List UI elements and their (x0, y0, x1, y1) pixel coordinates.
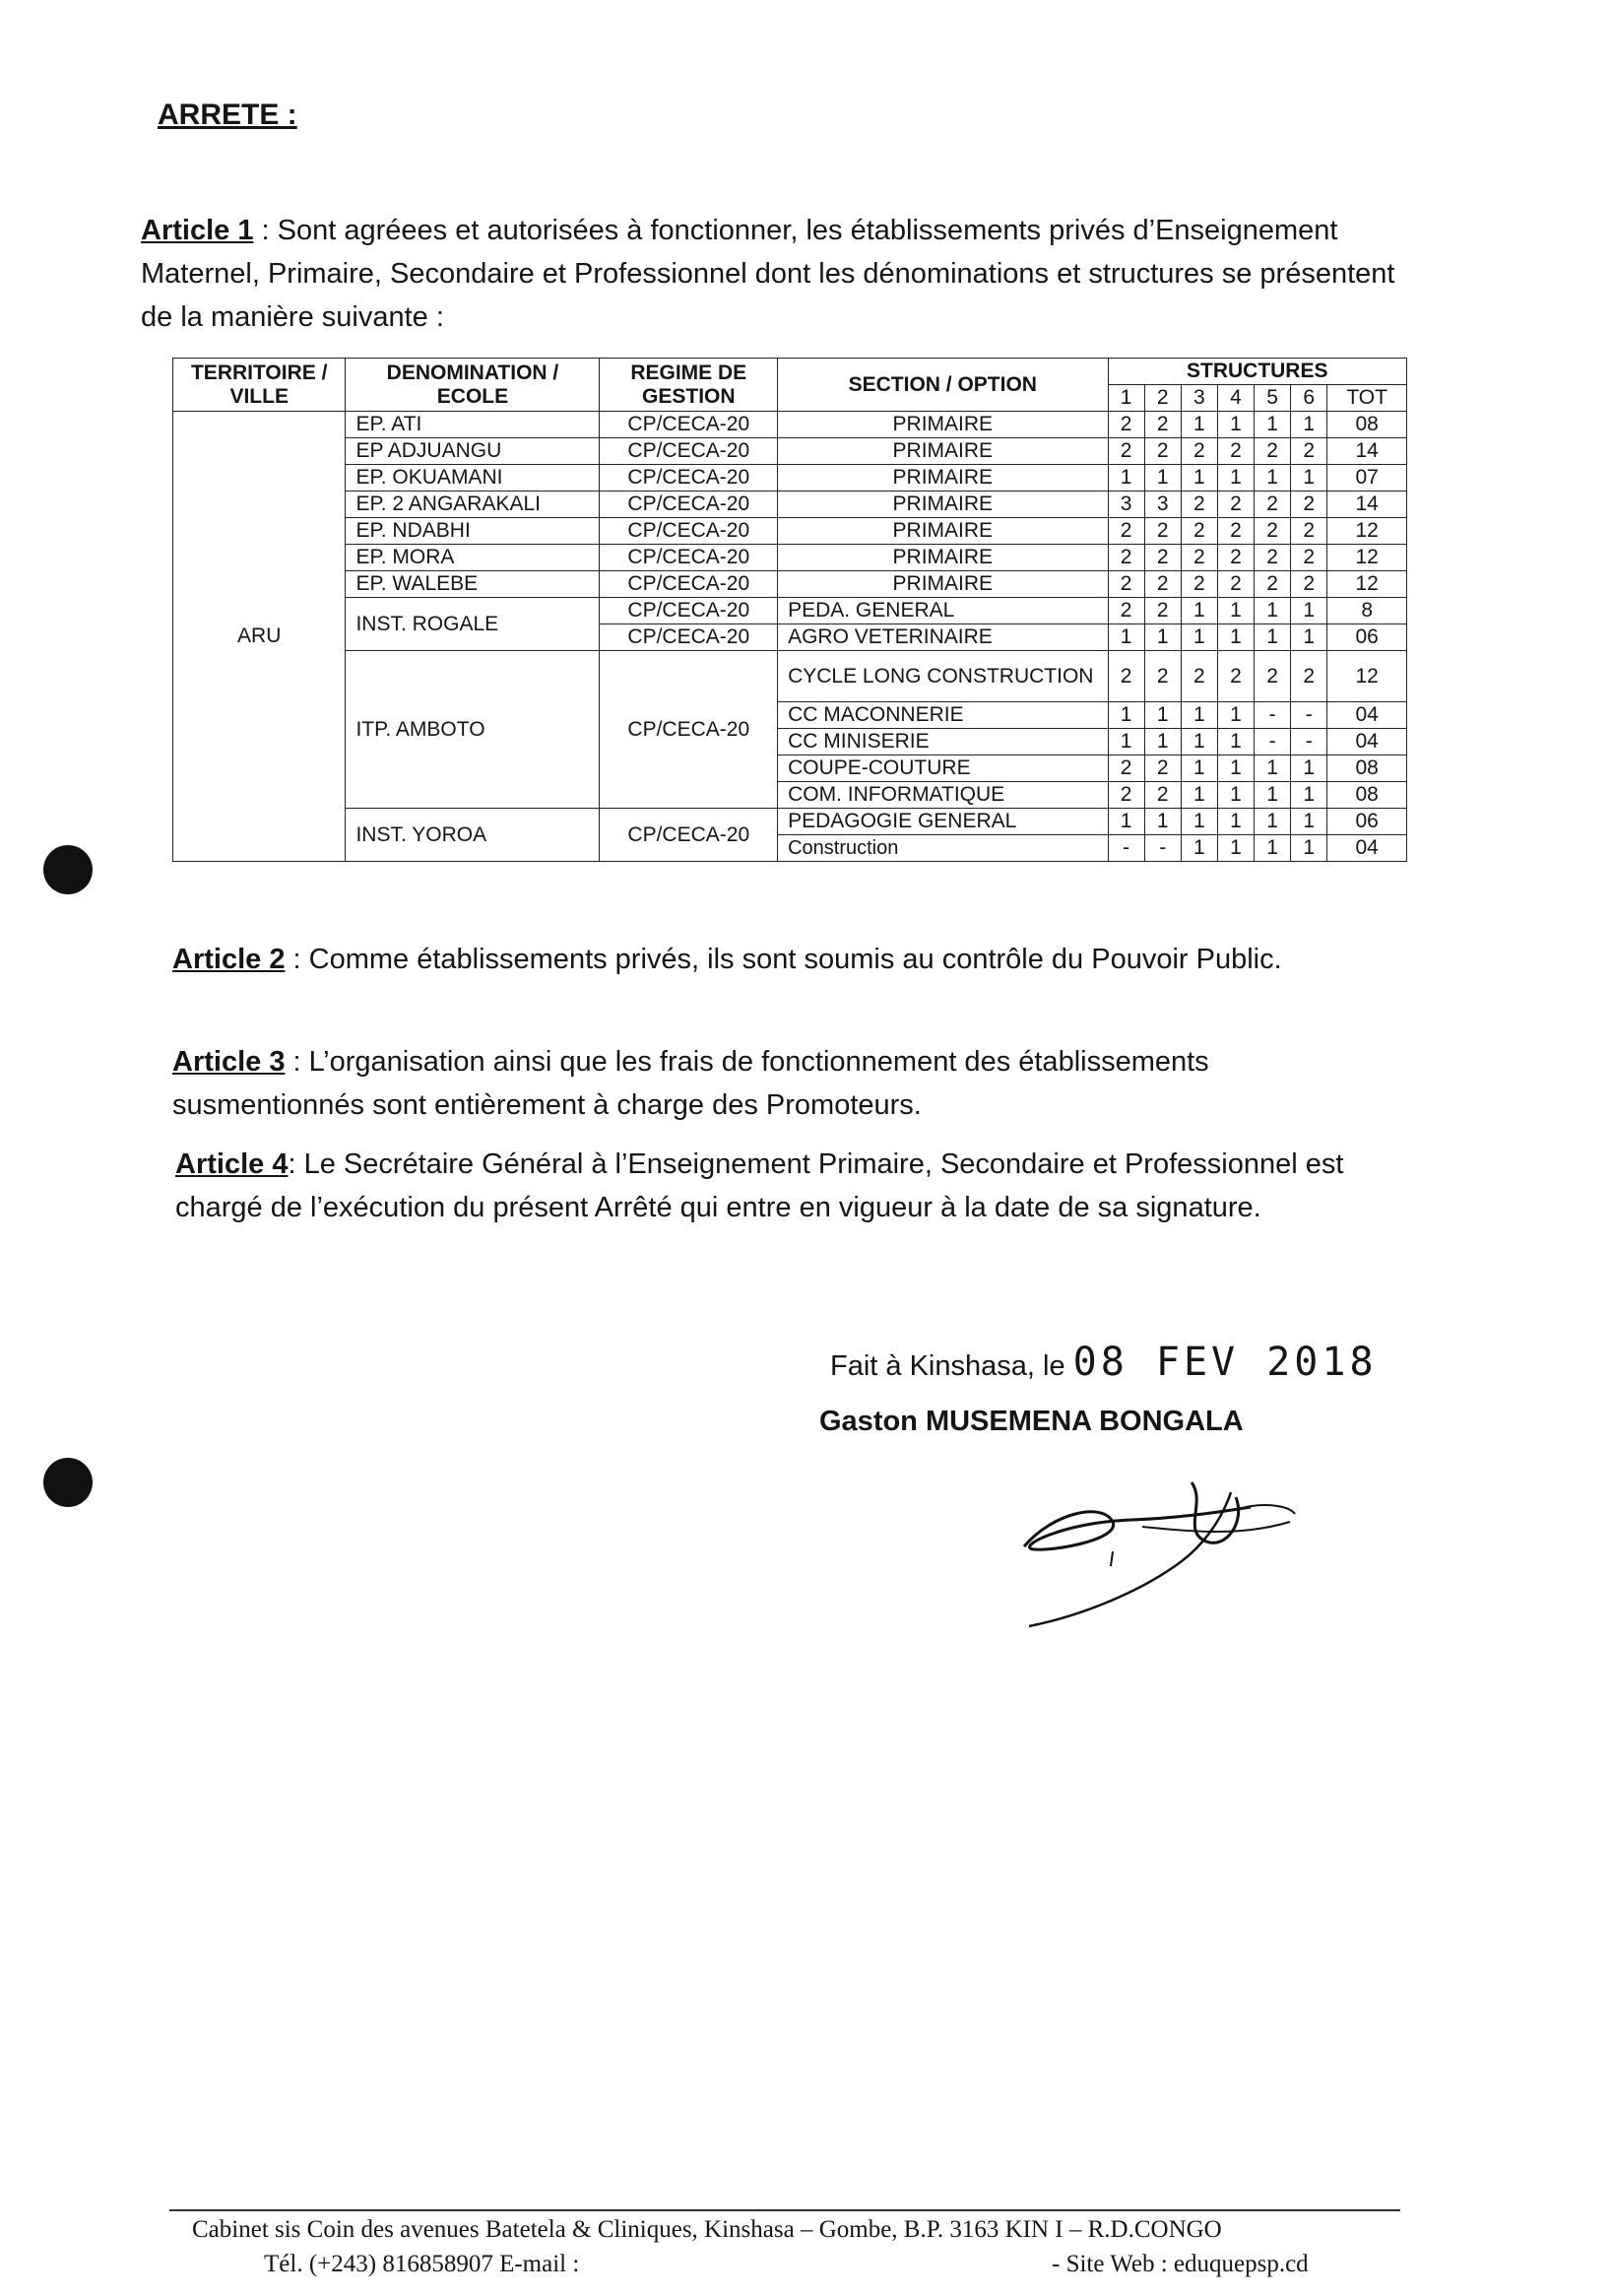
value-cell: 2 (1291, 571, 1327, 598)
total-cell: 8 (1327, 598, 1407, 624)
value-cell: 1 (1108, 729, 1144, 755)
header-col-3: 3 (1181, 385, 1217, 412)
value-cell: 2 (1217, 571, 1254, 598)
total-cell: 08 (1327, 782, 1407, 809)
value-cell: 2 (1181, 651, 1217, 702)
article-4 (175, 1143, 1406, 1229)
value-cell: 2 (1291, 438, 1327, 465)
territoire-cell: ARU (173, 412, 346, 862)
value-cell: 1 (1255, 598, 1291, 624)
section-cell: PRIMAIRE (778, 412, 1108, 438)
header-structures: STRUCTURES (1108, 359, 1407, 385)
value-cell: 1 (1217, 624, 1254, 651)
value-cell: - (1108, 835, 1144, 862)
header-col-2: 2 (1144, 385, 1181, 412)
header-regime: REGIME DE GESTION (600, 359, 778, 412)
value-cell: 2 (1255, 518, 1291, 545)
value-cell: 1 (1181, 598, 1217, 624)
total-cell: 12 (1327, 571, 1407, 598)
total-cell: 12 (1327, 518, 1407, 545)
footer-divider (169, 2209, 1400, 2211)
article-2-label: Article 2 (172, 944, 286, 975)
header-section: SECTION / OPTION (778, 359, 1108, 412)
header-col-1: 1 (1108, 385, 1144, 412)
article-1 (141, 209, 1401, 339)
value-cell: 2 (1144, 412, 1181, 438)
table-row (173, 412, 1407, 438)
footer-tel-email: Tél. (+243) 816858907 E-mail : (264, 2251, 580, 2277)
value-cell: 1 (1217, 465, 1254, 492)
regime-cell: CP/CECA-20 (600, 518, 778, 545)
value-cell: 2 (1255, 571, 1291, 598)
value-cell: 2 (1108, 545, 1144, 571)
regime-cell: CP/CECA-20 (600, 624, 778, 651)
value-cell: 2 (1108, 412, 1144, 438)
value-cell: - (1144, 835, 1181, 862)
section-cell: CC MACONNERIE (778, 702, 1108, 729)
value-cell: 1 (1217, 702, 1254, 729)
footer-address: Cabinet sis Coin des avenues Batetela & Cliniques, Kinshasa – Gombe, B.P. 3163 KIN I – R.D.CONGO (192, 2216, 1222, 2243)
section-cell: PRIMAIRE (778, 438, 1108, 465)
value-cell: 2 (1291, 651, 1327, 702)
document-heading: ARRETE : (158, 98, 297, 131)
value-cell: 1 (1291, 465, 1327, 492)
value-cell: 1 (1181, 809, 1217, 835)
value-cell: 2 (1144, 755, 1181, 782)
value-cell: 1 (1291, 755, 1327, 782)
value-cell: 1 (1108, 465, 1144, 492)
total-cell: 12 (1327, 545, 1407, 571)
article-4-separator: : (288, 1148, 304, 1180)
article-3-text: L’organisation ainsi que les frais de fonctionnement des établissements susmentionnés sont entièrement à charge des Promoteurs. (172, 1046, 1209, 1121)
total-cell: 12 (1327, 651, 1407, 702)
table-row (173, 651, 1407, 702)
value-cell: 2 (1255, 492, 1291, 518)
value-cell: 1 (1291, 624, 1327, 651)
value-cell: 1 (1108, 809, 1144, 835)
section-cell: PRIMAIRE (778, 545, 1108, 571)
value-cell: 1 (1255, 624, 1291, 651)
section-cell: CC MINISERIE (778, 729, 1108, 755)
section-cell: PRIMAIRE (778, 492, 1108, 518)
ecole-cell: INST. ROGALE (346, 598, 600, 651)
header-col-tot: TOT (1327, 385, 1407, 412)
ecole-cell: EP. NDABHI (346, 518, 600, 545)
value-cell: 1 (1217, 755, 1254, 782)
value-cell: 1 (1108, 702, 1144, 729)
section-cell: COUPE-COUTURE (778, 755, 1108, 782)
section-cell: PRIMAIRE (778, 465, 1108, 492)
value-cell: 2 (1108, 755, 1144, 782)
value-cell: 2 (1144, 651, 1181, 702)
footer-website: - Site Web : eduquepsp.cd (1052, 2251, 1309, 2277)
value-cell: 2 (1255, 651, 1291, 702)
section-cell: PEDA. GENERAL (778, 598, 1108, 624)
total-cell: 08 (1327, 412, 1407, 438)
value-cell: 1 (1181, 702, 1217, 729)
value-cell: 2 (1291, 518, 1327, 545)
ecole-cell: EP. OKUAMANI (346, 465, 600, 492)
signature-date-line (830, 1340, 1378, 1385)
regime-cell: CP/CECA-20 (600, 412, 778, 438)
article-1-text: Sont agréees et autorisées à fonctionner, les établissements privés d’Enseignement Maternel, Primaire, Secondaire et Professionnel dont les dénominations et structures se présentent de la manière suivante : (141, 215, 1395, 333)
regime-cell: CP/CECA-20 (600, 651, 778, 809)
value-cell: 1 (1291, 782, 1327, 809)
ecole-cell: ITP. AMBOTO (346, 651, 600, 809)
header-col-4: 4 (1217, 385, 1254, 412)
regime-cell: CP/CECA-20 (600, 571, 778, 598)
value-cell: 1 (1181, 624, 1217, 651)
value-cell: 1 (1255, 835, 1291, 862)
value-cell: 2 (1181, 571, 1217, 598)
value-cell: 2 (1108, 651, 1144, 702)
signer-name: Gaston MUSEMENA BONGALA (819, 1406, 1244, 1437)
value-cell: 1 (1291, 835, 1327, 862)
section-cell: COM. INFORMATIQUE (778, 782, 1108, 809)
value-cell: 1 (1217, 835, 1254, 862)
value-cell: 1 (1255, 755, 1291, 782)
value-cell: 2 (1108, 438, 1144, 465)
value-cell: 1 (1181, 755, 1217, 782)
regime-cell: CP/CECA-20 (600, 465, 778, 492)
value-cell: 2 (1217, 651, 1254, 702)
total-cell: 08 (1327, 755, 1407, 782)
value-cell: 2 (1181, 492, 1217, 518)
article-4-text: Le Secrétaire Général à l’Enseignement Primaire, Secondaire et Professionnel est chargé de l’exécution du présent Arrêté qui entre en vigueur à la date de sa signature. (175, 1148, 1344, 1223)
value-cell: 1 (1217, 809, 1254, 835)
article-1-label: Article 1 (141, 215, 254, 246)
value-cell: 1 (1217, 598, 1254, 624)
article-2-text: Comme établissements privés, ils sont soumis au contrôle du Pouvoir Public. (308, 944, 1282, 975)
table-row (173, 809, 1407, 835)
signature-date-stamp: 08 FEV 2018 (1072, 1340, 1378, 1385)
header-denomination: DENOMINATION / ECOLE (346, 359, 600, 412)
structures-table (172, 358, 1407, 862)
regime-cell: CP/CECA-20 (600, 598, 778, 624)
header-col-5: 5 (1255, 385, 1291, 412)
value-cell: 1 (1144, 702, 1181, 729)
signature-place: Fait à Kinshasa, le (830, 1350, 1065, 1382)
value-cell: 1 (1255, 412, 1291, 438)
value-cell: 1 (1144, 729, 1181, 755)
value-cell: - (1255, 702, 1291, 729)
table-row (173, 598, 1407, 624)
ecole-cell: EP. 2 ANGARAKALI (346, 492, 600, 518)
value-cell: 2 (1255, 438, 1291, 465)
ecole-cell: EP. MORA (346, 545, 600, 571)
table-row (173, 492, 1407, 518)
section-cell: PEDAGOGIE GENERAL (778, 809, 1108, 835)
value-cell: 1 (1255, 465, 1291, 492)
value-cell: 2 (1108, 598, 1144, 624)
value-cell: 1 (1217, 782, 1254, 809)
table-body (173, 412, 1407, 862)
value-cell: 2 (1217, 492, 1254, 518)
header-territoire: TERRITOIRE / VILLE (173, 359, 346, 412)
section-cell: AGRO VETERINAIRE (778, 624, 1108, 651)
value-cell: 2 (1144, 438, 1181, 465)
article-2-separator: : (285, 944, 309, 975)
value-cell: 2 (1217, 518, 1254, 545)
section-cell: PRIMAIRE (778, 518, 1108, 545)
value-cell: 1 (1255, 782, 1291, 809)
value-cell: 1 (1217, 412, 1254, 438)
total-cell: 04 (1327, 702, 1407, 729)
punch-hole-mark (43, 1458, 93, 1507)
ecole-cell: EP. WALEBE (346, 571, 600, 598)
value-cell: 2 (1108, 571, 1144, 598)
value-cell: 2 (1181, 438, 1217, 465)
total-cell: 04 (1327, 729, 1407, 755)
regime-cell: CP/CECA-20 (600, 438, 778, 465)
article-3 (172, 1040, 1403, 1127)
value-cell: 2 (1181, 545, 1217, 571)
value-cell: 2 (1108, 782, 1144, 809)
value-cell: 1 (1108, 624, 1144, 651)
value-cell: 1 (1291, 598, 1327, 624)
value-cell: 1 (1181, 729, 1217, 755)
value-cell: 2 (1291, 492, 1327, 518)
value-cell: 1 (1144, 624, 1181, 651)
value-cell: 1 (1181, 412, 1217, 438)
value-cell: 2 (1108, 518, 1144, 545)
article-4-label: Article 4 (175, 1148, 289, 1180)
total-cell: 06 (1327, 624, 1407, 651)
regime-cell: CP/CECA-20 (600, 809, 778, 862)
table-row (173, 545, 1407, 571)
total-cell: 07 (1327, 465, 1407, 492)
value-cell: 1 (1255, 809, 1291, 835)
value-cell: 1 (1291, 412, 1327, 438)
value-cell: 2 (1217, 545, 1254, 571)
value-cell: 1 (1181, 465, 1217, 492)
value-cell: 2 (1291, 545, 1327, 571)
section-cell: PRIMAIRE (778, 571, 1108, 598)
value-cell: 1 (1144, 465, 1181, 492)
ecole-cell: EP. ATI (346, 412, 600, 438)
value-cell: 2 (1144, 598, 1181, 624)
value-cell: 2 (1181, 518, 1217, 545)
value-cell: - (1291, 729, 1327, 755)
total-cell: 14 (1327, 438, 1407, 465)
value-cell: 2 (1255, 545, 1291, 571)
section-cell: Construction (778, 835, 1108, 862)
regime-cell: CP/CECA-20 (600, 492, 778, 518)
table-row (173, 571, 1407, 598)
regime-cell: CP/CECA-20 (600, 545, 778, 571)
value-cell: 1 (1181, 835, 1217, 862)
article-2 (172, 938, 1403, 981)
table-row (173, 518, 1407, 545)
value-cell: 2 (1217, 438, 1254, 465)
value-cell: - (1291, 702, 1327, 729)
total-cell: 06 (1327, 809, 1407, 835)
value-cell: 2 (1144, 545, 1181, 571)
value-cell: 1 (1144, 809, 1181, 835)
value-cell: 1 (1181, 782, 1217, 809)
article-1-separator: : (253, 215, 278, 246)
total-cell: 04 (1327, 835, 1407, 862)
value-cell: 2 (1144, 518, 1181, 545)
article-3-label: Article 3 (172, 1046, 286, 1078)
ecole-cell: EP ADJUANGU (346, 438, 600, 465)
total-cell: 14 (1327, 492, 1407, 518)
ecole-cell: INST. YOROA (346, 809, 600, 862)
article-3-separator: : (285, 1046, 309, 1078)
handwritten-signature (995, 1453, 1408, 1630)
value-cell: 1 (1291, 809, 1327, 835)
value-cell: 3 (1144, 492, 1181, 518)
table-row (173, 465, 1407, 492)
header-col-6: 6 (1291, 385, 1327, 412)
value-cell: 1 (1217, 729, 1254, 755)
value-cell: 2 (1144, 571, 1181, 598)
value-cell: 2 (1144, 782, 1181, 809)
punch-hole-mark (43, 845, 93, 894)
value-cell: 3 (1108, 492, 1144, 518)
table-row (173, 438, 1407, 465)
section-cell: CYCLE LONG CONSTRUCTION (778, 651, 1108, 702)
value-cell: - (1255, 729, 1291, 755)
